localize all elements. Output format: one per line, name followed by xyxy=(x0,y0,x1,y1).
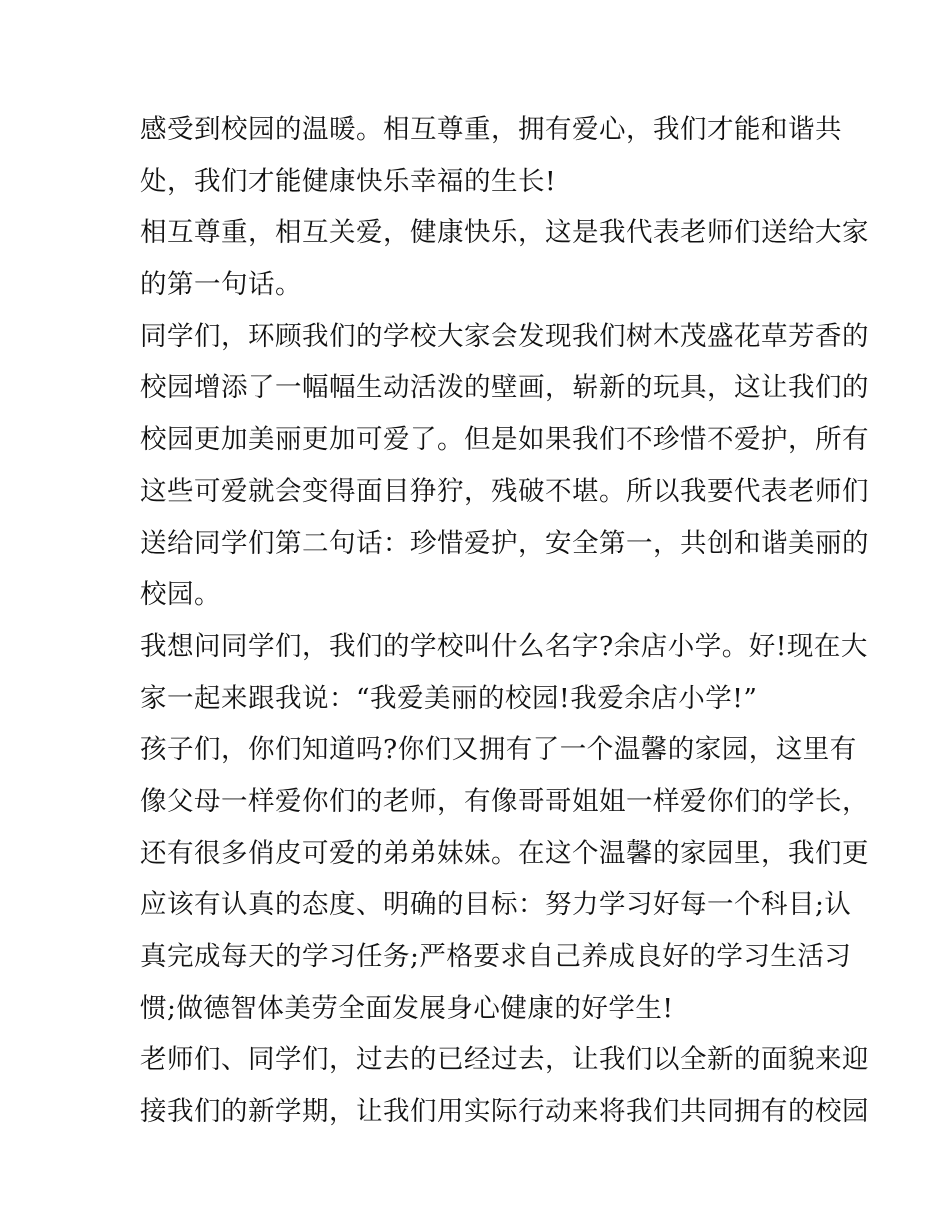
text-line: 送给同学们第二句话：珍惜爱护，安全第一，共创和谐美丽的 xyxy=(140,527,869,559)
paragraph xyxy=(140,104,840,207)
text-line: 应该有认真的态度、明确的目标：努力学习好每一个科目;认 xyxy=(140,889,852,921)
text-line: 老师们、同学们，过去的已经过去，让我们以全新的面貌来迎 xyxy=(140,1044,869,1076)
paragraph xyxy=(140,1034,869,1137)
paragraph xyxy=(140,311,869,621)
text-line: 接我们的新学期，让我们用实际行动来将我们共同拥有的校园 xyxy=(140,1096,869,1128)
text-line: 感受到校园的温暖。相互尊重，拥有爱心，我们才能和谐共 xyxy=(140,114,842,145)
text-line: 孩子们，你们知道吗?你们又拥有了一个温馨的家园，这里有 xyxy=(140,734,857,766)
text-line: 的第一句话。 xyxy=(140,269,302,301)
text-line: 真完成每天的学习任务;严格要求自己养成良好的学习生活习 xyxy=(140,941,852,972)
text-line: 这些可爱就会变得面目狰狞，残破不堪。所以我要代表老师们 xyxy=(140,475,869,507)
text-line: 同学们，环顾我们的学校大家会发现我们树木茂盛花草芳香的 xyxy=(140,320,869,352)
text-line: 校园更加美丽更加可爱了。但是如果我们不珍惜不爱护，所有 xyxy=(140,424,869,456)
paragraph xyxy=(140,207,869,310)
text-line: 相互尊重，相互关爱，健康快乐，这是我代表老师们送给大家 xyxy=(140,217,869,249)
paragraph xyxy=(140,724,869,1034)
text-line: 还有很多俏皮可爱的弟弟妹妹。在这个温馨的家园里，我们更 xyxy=(140,837,869,869)
text-line: 我想问同学们，我们的学校叫什么名字?余店小学。好!现在大 xyxy=(140,630,868,662)
document-page xyxy=(140,104,869,1138)
text-line: 处，我们才能健康快乐幸福的生长! xyxy=(140,165,557,197)
paragraph xyxy=(140,621,868,724)
text-line: 校园。 xyxy=(140,579,221,611)
text-line: 像父母一样爱你们的老师，有像哥哥姐姐一样爱你们的学长， xyxy=(140,785,869,817)
text-line: 惯;做德智体美劳全面发展身心健康的好学生! xyxy=(140,992,674,1024)
text-line: 校园增添了一幅幅生动活泼的壁画，崭新的玩具，这让我们的 xyxy=(140,372,869,404)
text-line: 家一起来跟我说：“我爱美丽的校园!我爱余店小学!” xyxy=(140,682,758,714)
